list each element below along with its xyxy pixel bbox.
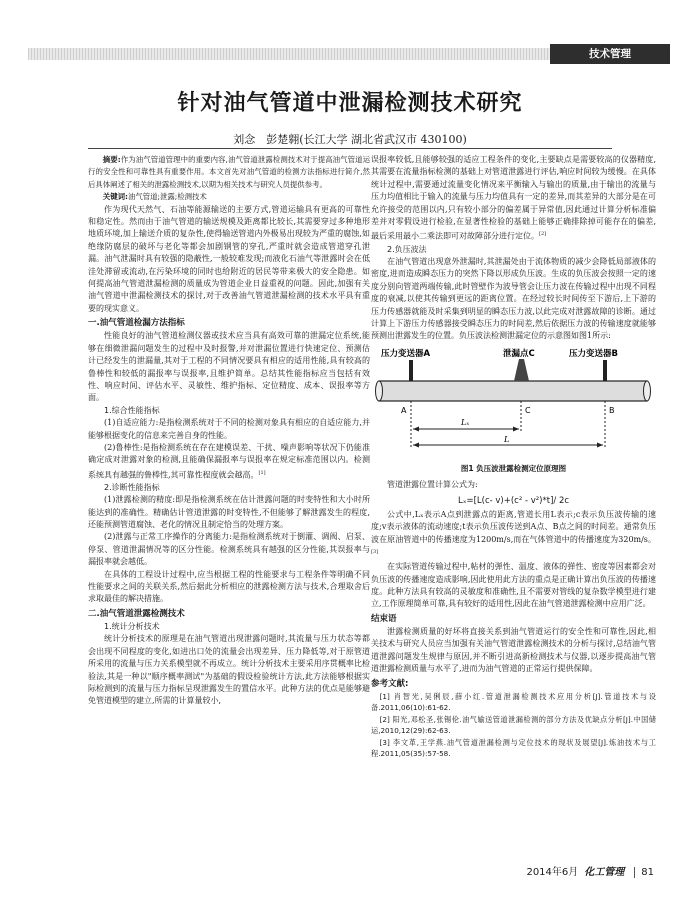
abstract	[88, 154, 370, 191]
references-heading: 参考文献:	[371, 678, 409, 689]
intro-paragraph: 作为现代天然气、石油等能源输送的主要方式,管道运输具有更高的可靠性和稳定性。然而由于油气管道的输送规模及距离都比较长,其需要穿过多种地形地质环境,加上输送介质的复杂性,使得输送管道内外极易出现较为严重的腐蚀,如绝缘防腐层的破坏与老化等都会加剧钢管的穿孔,严重时就会造成管道穿孔泄漏。油气泄漏时具有较强的隐蔽性,一般较难发现;而液化石油气等泄露时会在低洼处滞留或流动,在污染环境的同时也给附近的居民等带来极大的安全隐患。如何提高油气管道泄漏检测的质量成为管道企业日益重视的问题。因此,加强有关油气管道中泄漏检测技术的探讨,对于改善油气管道泄漏检测的技术水平具有重要的现实意义。	[88, 204, 370, 313]
sensor-a-label: 压力变送器A	[381, 348, 431, 359]
conclusion-paragraph: 泄露检测质量的好坏将直接关系到油气管道运行的安全性和可靠性,因此,相关技术与研究人员应当加强有关油气管道泄露检测技术的分析与探讨,总结油气管道泄露问题发生规律与原因,并不断引进高新检测技术与仪器,以逐步提高油气管道泄露检测质量与水平了,进而为油气管道的正常运行提供保障。	[371, 626, 656, 674]
title-rule	[88, 148, 612, 149]
figure-1	[371, 345, 656, 461]
page-number: 81	[634, 867, 654, 878]
point-c-label: C	[525, 405, 531, 415]
citation-1: [1]	[258, 469, 266, 476]
l-arrow-left	[413, 442, 419, 447]
subsection-2-1-heading: 1.统计分析技术	[104, 621, 160, 631]
citation-3: [3]	[371, 549, 379, 556]
leak-arrow	[514, 359, 529, 381]
article-title: 针对油气管道中泄漏检测技术研究	[177, 91, 523, 116]
right-column	[371, 154, 656, 760]
subsection-2-2-heading: 2.负压波法	[387, 244, 427, 254]
citation-2: [2]	[539, 231, 547, 238]
l-arrow-right	[597, 442, 603, 447]
point-a-label: A	[401, 405, 407, 415]
paragraph-separation: (2)泄露与正常工序操作的分离能力:是指检测系统对于倒灌、调阀、启泵、停泵、管道泄漏情况等的区分性能。检测系统具有越强的区分性能,其误报率与漏报率就会越低。	[88, 532, 370, 567]
page-footer	[526, 863, 654, 878]
paragraph-practice: 在实际管道传输过程中,帖材的弹性、温度、液体的弹性、密度等因素都会对负压波的传播速度造成影响,因此使用此方法的重点是正确计算出负压波的传播速度。此种方法具有较高的灵敏度和准确性,且不需要对管线的复杂数学模型进行建立,工作原理简单可靠,具有较好的适用性,因此在油气管道泄露检测中应用广泛。	[371, 562, 656, 609]
pipe-right-end	[644, 381, 651, 401]
section-header-bar	[0, 44, 700, 64]
reference-3: [3] 李文革,王学燕.油气管道泄漏检测与定位技术的现状及展望[J].炼油技术与工程.2011,05(35):57-58.	[371, 737, 656, 758]
figure-1-caption: 图1 负压波泄露检测定位原理图	[460, 463, 567, 473]
paragraph-formula-explain	[371, 509, 656, 561]
paragraph-adaptivity: (1)自适应能力:是指检测系统对于不同的检测对象具有相应的自适应能力,并能够根据变化的信息来完善自身的性能。	[88, 418, 370, 440]
keywords-label: 关键词:	[102, 192, 128, 202]
leak-formula: Lₓ=[L(c- v)+(c² - v²)*t]/ 2c	[457, 495, 570, 506]
section-2-heading: 二.油气管道泄露检测技术	[88, 608, 185, 619]
reference-2: [2] 阳光,邓松圣,张锡伦.油气输送管道泄漏检测的部分方法及优缺点分析[J].中国储运,2010,12(29):62-63.	[371, 714, 656, 735]
paragraph-statistics: 统计分析技术的原理是在油气管道出现泄露问题时,其流量与压力状态等都会出现不同程度的变化,如进出口处的流量会出现差异、压力降低等,对于原管道所采用的流量与压力关系模型就不再成立。统计分析技术主要采用序贯概率比检验法,其是一种以"顺序概率测试"为基础的假设检验统计方法,此方法能够根据实际检测到的流量与压力指标呈现泄露发生的置信水平。此种方法的优点是能够避免管道模型的建立,所需的计算量较小,	[88, 634, 370, 706]
formula-intro: 管道泄露位置计算公式为:	[387, 480, 478, 490]
lx-arrow-left	[413, 426, 419, 431]
conclusion-heading: 结束语	[371, 613, 397, 624]
author-line: 刘念 彭楚翱(长江大学 湖北省武汉市 430100)	[233, 133, 467, 146]
subsection-1-2-heading: 2.诊断性能指标	[104, 482, 160, 492]
abstract-label: 摘要:	[102, 155, 121, 164]
section-1-paragraph: 性能良好的油气管道检测仪器或技术应当具有高效可靠的泄漏定位系统,能够在细微泄漏问题发生的过程中及时报警,并对泄漏位置进行快速定位、预测估计已经发生的泄漏量,其对于工程的不同情况要具有相应的适用性能,具有较高的鲁棒性和较低的漏报率与误报率,且维护简单。总结其性能指标应当包括有效性、响应时间、评估水平、灵敏性、维护指标、定位精度、成本、误报率等方面。	[88, 331, 370, 403]
pipe-body	[379, 381, 647, 401]
left-column	[88, 154, 370, 708]
pipe-left-end	[376, 381, 383, 401]
footer-journal: 化工管理	[584, 867, 625, 878]
paragraph-accuracy: (1)泄露检测的精度:即是指检测系统在估计泄露问题的时变特性和大小时所能达到的准确性。精确估计管道泄露的时变特性,不但能够了解泄露发生的程度,还能预测管道腐蚀、老化的情况且制定恰当的处理方案。	[88, 495, 370, 530]
leak-point-label: 泄漏点C	[503, 348, 535, 359]
formula-explain-text: 公式中,Lₓ表示A点到泄露点的距离,管道长用L表示;c表示负压波传输的速度;v表示液体的流动速度;t表示负压波传送到A点、B点之间的时间差。通常负压波在原油管道中的传播速度为1200m/s,而在气体管道中的传播速度为320m/s。	[371, 509, 656, 544]
lx-arrow-right	[513, 426, 519, 431]
sensor-b-stem	[603, 360, 607, 382]
lx-label: Lₓ	[461, 417, 470, 427]
paragraph-negative-pressure: 在油气管道出现意外泄漏时,其泄漏处由于流体物质的减少会降低局部液体的密度,进而造成瞬态压力的突然下降以形成负压波。生成的负压波会按照一定的速度分别向管道两端传输,此时管壁作为波导管会让压力波在传输过程中出现不同程度的衰减,以使其传输到更远的距离位置。在经过较长时间传至下游后,上下游的压力传感器就能及时采集到明显的瞬态压力波,以此完成对泄露故障的诊断。通过计算上下游压力传感器接受瞬态压力的时间差,然后依据压力波的传输速度就能够预测出泄露发生的位置。负压波法检测泄漏定位的示意图如图1所示:	[371, 256, 656, 341]
keywords	[88, 191, 370, 203]
section-1-heading: 一.油气管道检漏方法指标	[88, 318, 185, 329]
paragraph-robustness	[88, 442, 370, 482]
l-label: L	[504, 434, 510, 444]
paragraph-statistics-cont	[371, 154, 656, 244]
sensor-b-label: 压力变送器B	[569, 348, 618, 359]
robustness-text: (2)鲁棒性:是指检测系统在存在建模误差、干扰、噪声影响等状况下仍能准确定成对泄露对象的检测,且能确保漏报率与误报率在规定标准范围以内。检测系统具有越强的鲁棒性,其可靠性程度就会越高。	[88, 442, 370, 480]
paragraph-design: 在具体的工程设计过程中,应当根据工程的性能要求与工程条件等明确不同性能要求之间的关联关系,然后据此分析相应的泄露检测方法与技术,合理取舍后求取最佳的解决措施。	[88, 569, 370, 604]
subsection-1-1-heading: 1.综合性能指标	[104, 405, 160, 415]
footer-date: 2014年6月	[526, 867, 579, 878]
pipeline-diagram	[371, 345, 656, 461]
reference-1: [1] 肖智光,吴俐辰,薛小红.管道泄漏检测技术应用分析[J].管道技术与设备.2011,06(10):61-62.	[371, 691, 656, 712]
section-tag: 技术管理	[550, 44, 670, 64]
keywords-text: 油气管道;泄露;检测技术	[127, 192, 207, 202]
sensor-a-stem	[409, 360, 413, 382]
point-b-label: B	[609, 405, 615, 415]
statistics-cont-text: 误报率较低,且能够较强的适应工程条件的变化,主要缺点是需要较高的仪器精度,其需要在流量指标检测的基础上对管道泄露进行评估,响应时间较为缓慢。在具体统计过程中,需要通过流量变化情况来平衡输入与输出的质量,由于输出的流量与压力均值相比于输入的流量与压力均值具有一定的差异,而其差异的大部分是在可允许接受的范围以内,只有较小部分的偏差属于异常值,因此通过计算分析标准偏差并对零假设进行检验,在显著性检验的基础上能够正确排除掉可能存在的偏差,最后采用最小二乘法即可对故障部分进行定位。	[371, 155, 656, 242]
abstract-text: 作为油气管道管理中的重要内容,油气管道泄露检测技术对于提高油气管道运行的安全性和可靠性具有重要作用。本文首先对油气管道的检测方法指标进行简介,然后具体阐述了相关的泄露检测技术,以期为相关技术与研究人员提供参考。	[88, 155, 370, 189]
